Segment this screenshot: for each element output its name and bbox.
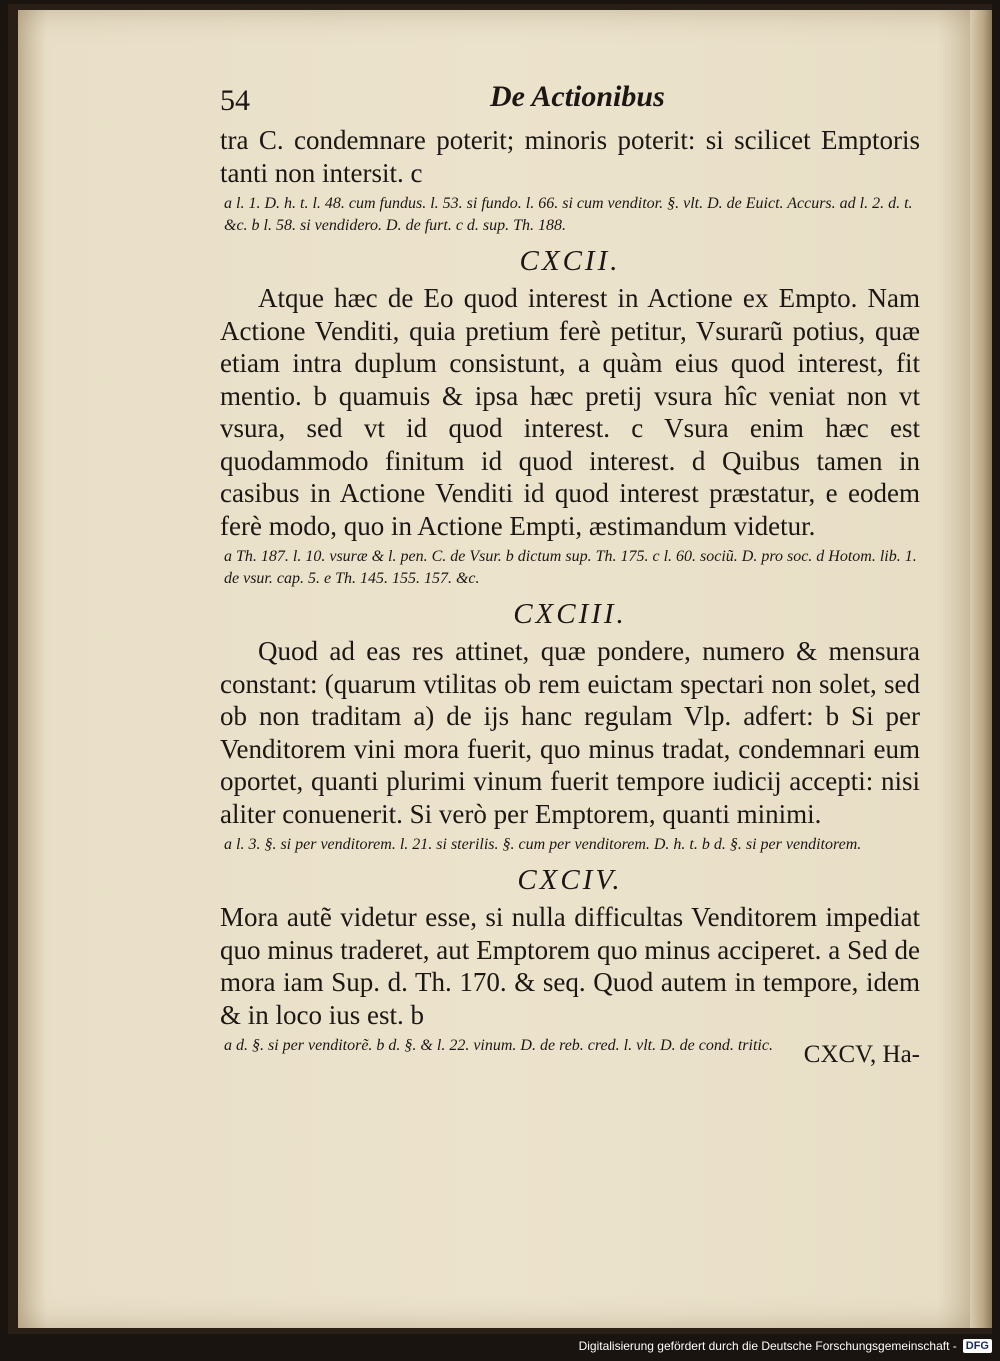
running-head (220, 78, 920, 124)
section-body-cxciv: Mora autẽ videtur esse, si nulla difficultas Venditorem impediat quo minus traderet, aut Emptorem quo minus acciperet. a Sed de mora iam Sup. d. Th. 170. & seq. Quod autem in tempore, idem & in loco ius est. b (220, 902, 920, 1030)
section-heading-cxcii: CXCII. (519, 245, 621, 277)
section-heading-cxciv: CXCIV. (517, 864, 623, 896)
section-heading-cxciii: CXCIII. (513, 598, 627, 630)
page-number: 54 (220, 84, 250, 117)
dfg-logo: DFG (963, 1339, 992, 1353)
top-body-text: tra C. condemnare poterit; minoris poterit: si scilicet Emptoris tanti non intersit. c (220, 125, 920, 188)
section-body-cxcii: Atque hæc de Eo quod interest in Actione ex Empto. Nam Actione Venditi, quia pretium ferè petitur, Vsurarũ potius, quæ etiam intra duplum consistunt, a quàm eius quod interest, fit mentio. b quamuis & ipsa hæc pretij vsura hîc veniat non vt vsura, sed vt id quod interest. c Vsura enim hæc est quodammodo finitum id quod interest. d Quibus tamen in casibus in Actione Venditi id quod interest præstatur, e eodem ferè modo, quo in Actione Empti, æstimandum videtur. (220, 283, 920, 541)
section-body-cxciii: Quod ad eas res attinet, quæ pondere, numero & mensura constant: (quarum vtilitas ob rem euictam spectari non solet, sed ob non traditam a) de ijs hanc regulam Vlp. adfert: b Si per Venditorem vini mora fuerit, quo minus tradat, condemnari eum oportet, quanti plurimi vinum fuerit tempore iudicij accepti: nisi aliter conuenerit. Si verò per Emptorem, quanti minimi. (220, 636, 920, 829)
section-notes-cxciv: a d. §. si per venditorẽ. b d. §. & l. 22. vinum. D. de reb. cred. l. vlt. D. de cond. tritic. (224, 1037, 773, 1054)
running-title: De Actionibus (490, 80, 665, 113)
page-text (220, 78, 920, 1069)
section-notes-cxcii: a Th. 187. l. 10. vsuræ & l. pen. C. de Vsur. b dictum sup. Th. 175. c l. 60. sociũ. D. pro soc. d Hotom. lib. 1. de vsur. cap. 5. e Th. 145. 155. 157. &c. (224, 548, 917, 587)
catchword: CXCV, Ha- (803, 1041, 920, 1068)
top-footnotes: a l. 1. D. h. t. l. 48. cum fundus. l. 53. si fundo. l. 66. si cum venditor. §. vlt. D. de Euict. Accurs. ad l. 2. d. t. &c. b l. 58. si vendidero. D. de furt. c d. sup. Th. 188. (224, 195, 913, 234)
section-notes-cxciii: a l. 3. §. si per venditorem. l. 21. si sterilis. §. cum per venditorem. D. h. t. b d. §. si per venditorem. (224, 836, 862, 853)
footer-text: Digitalisierung gefördert durch die Deutsche Forschungsgemeinschaft - (578, 1339, 957, 1353)
digitization-footer (579, 1339, 992, 1353)
page-edge (970, 10, 992, 1328)
